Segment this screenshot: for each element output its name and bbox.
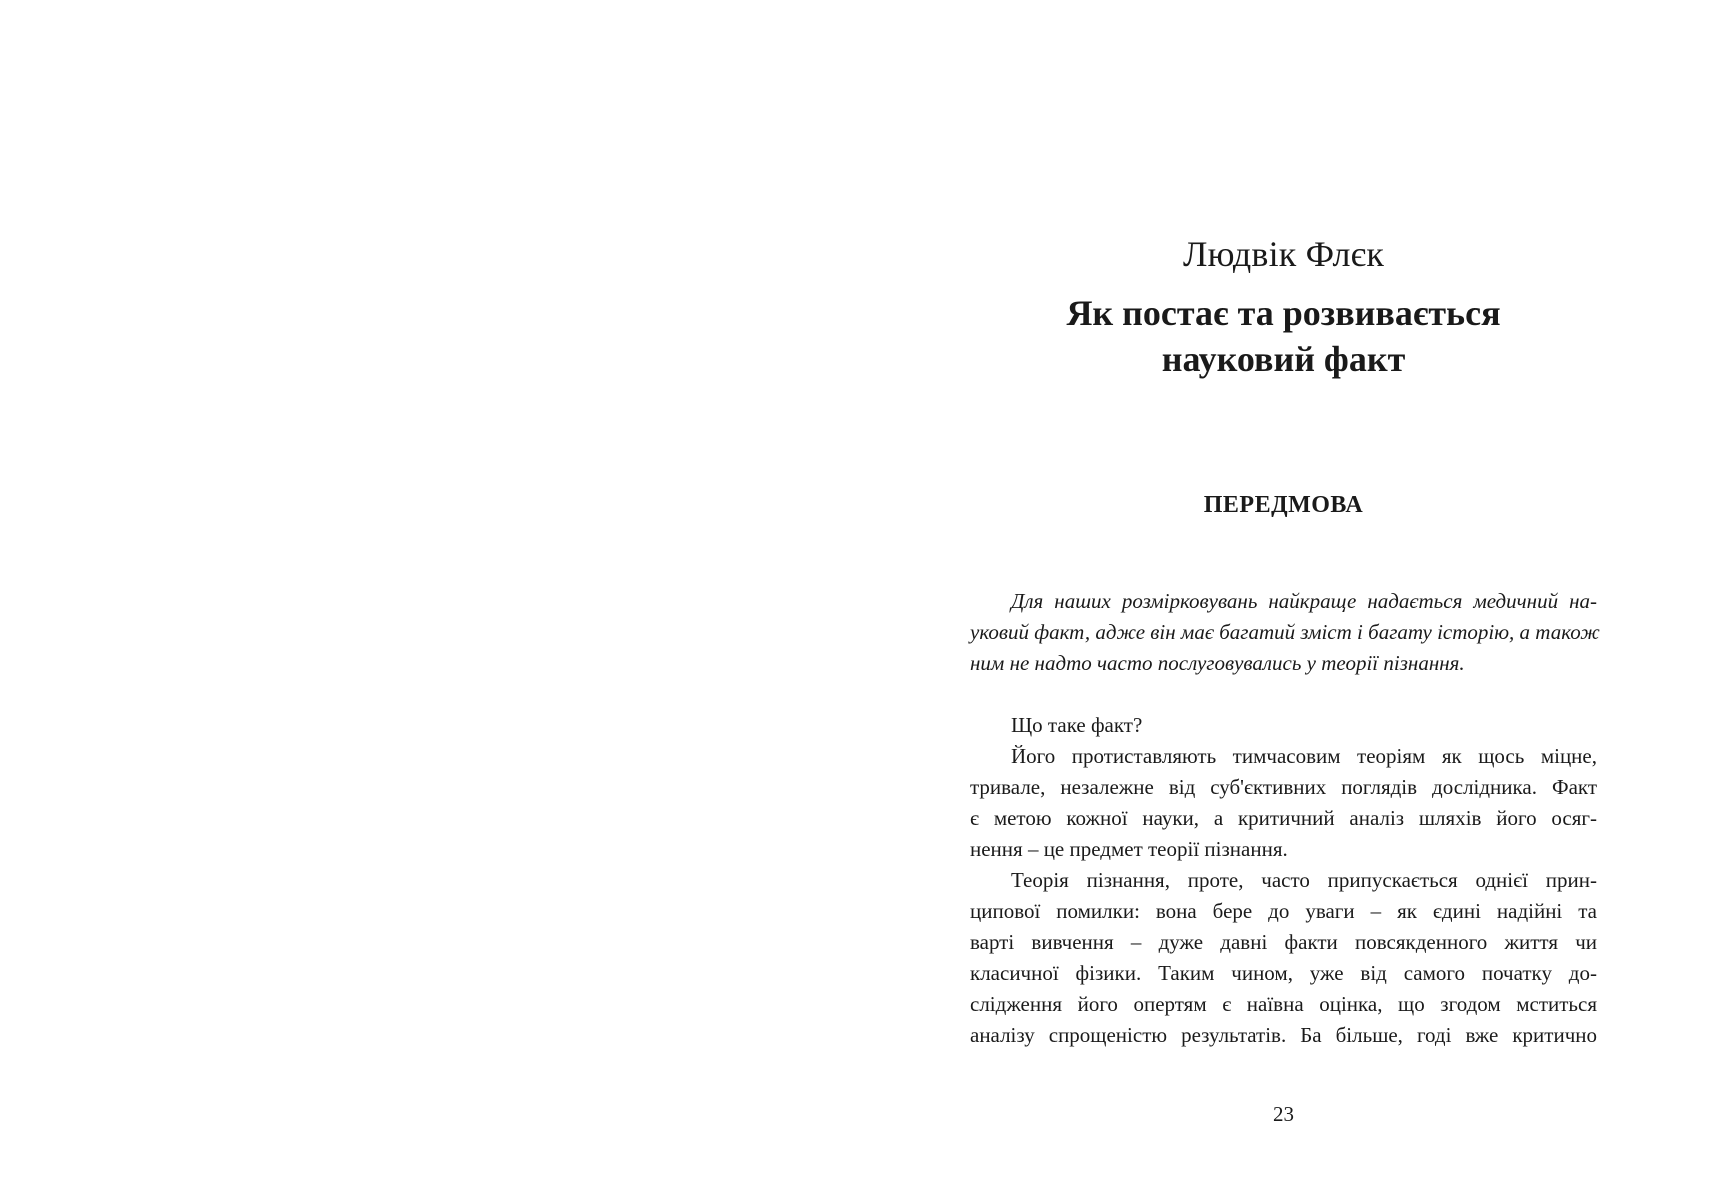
left-page-blank [0, 0, 856, 1182]
section-heading: ПЕРЕДМОВА [1203, 492, 1364, 518]
epigraph-line: Для наших розмірковувань найкраще надається медичний на- [1011, 589, 1597, 613]
page-number: 23 [1273, 1102, 1294, 1126]
book-title-line: науковий факт [1161, 339, 1406, 379]
body-text [970, 710, 1597, 1051]
author-name: Людвік Флєк [1182, 234, 1385, 274]
body-line: нення – це предмет теорії пізнання. [970, 837, 1288, 861]
epigraph-line: уковий факт, адже він має багатий зміст і багату історію, а також [970, 620, 1600, 644]
body-line: Його протиставляють тимчасовим теоріям як щось міцне, [1011, 744, 1597, 768]
right-page [970, 0, 1600, 1182]
body-line: слідження його опертям є наївна оцінка, що згодом мститься [970, 992, 1597, 1016]
body-line: тривале, незалежне від суб'єктивних поглядів дослідника. Факт [970, 775, 1597, 799]
epigraph [970, 586, 1600, 679]
book-title-line: Як постає та розвивається [1066, 293, 1501, 333]
book-title [970, 290, 1597, 382]
body-line: Теорія пізнання, проте, часто припускається однієї прин- [1011, 868, 1597, 892]
body-line: аналізу спрощеністю результатів. Ба більше, годі вже критично [970, 1023, 1597, 1047]
epigraph-line: ним не надто часто послуговувались у теорії пізнання. [970, 651, 1465, 675]
body-line: ципової помилки: вона бере до уваги – як єдині надійні та [970, 899, 1597, 923]
body-line: варті вивчення – дуже давні факти повсякденного життя чи [970, 930, 1597, 954]
body-line: є метою кожної науки, а критичний аналіз шляхів його осяг- [970, 806, 1597, 830]
body-line: класичної фізики. Таким чином, уже від самого початку до- [970, 961, 1597, 985]
body-line: Що таке факт? [1011, 713, 1143, 737]
